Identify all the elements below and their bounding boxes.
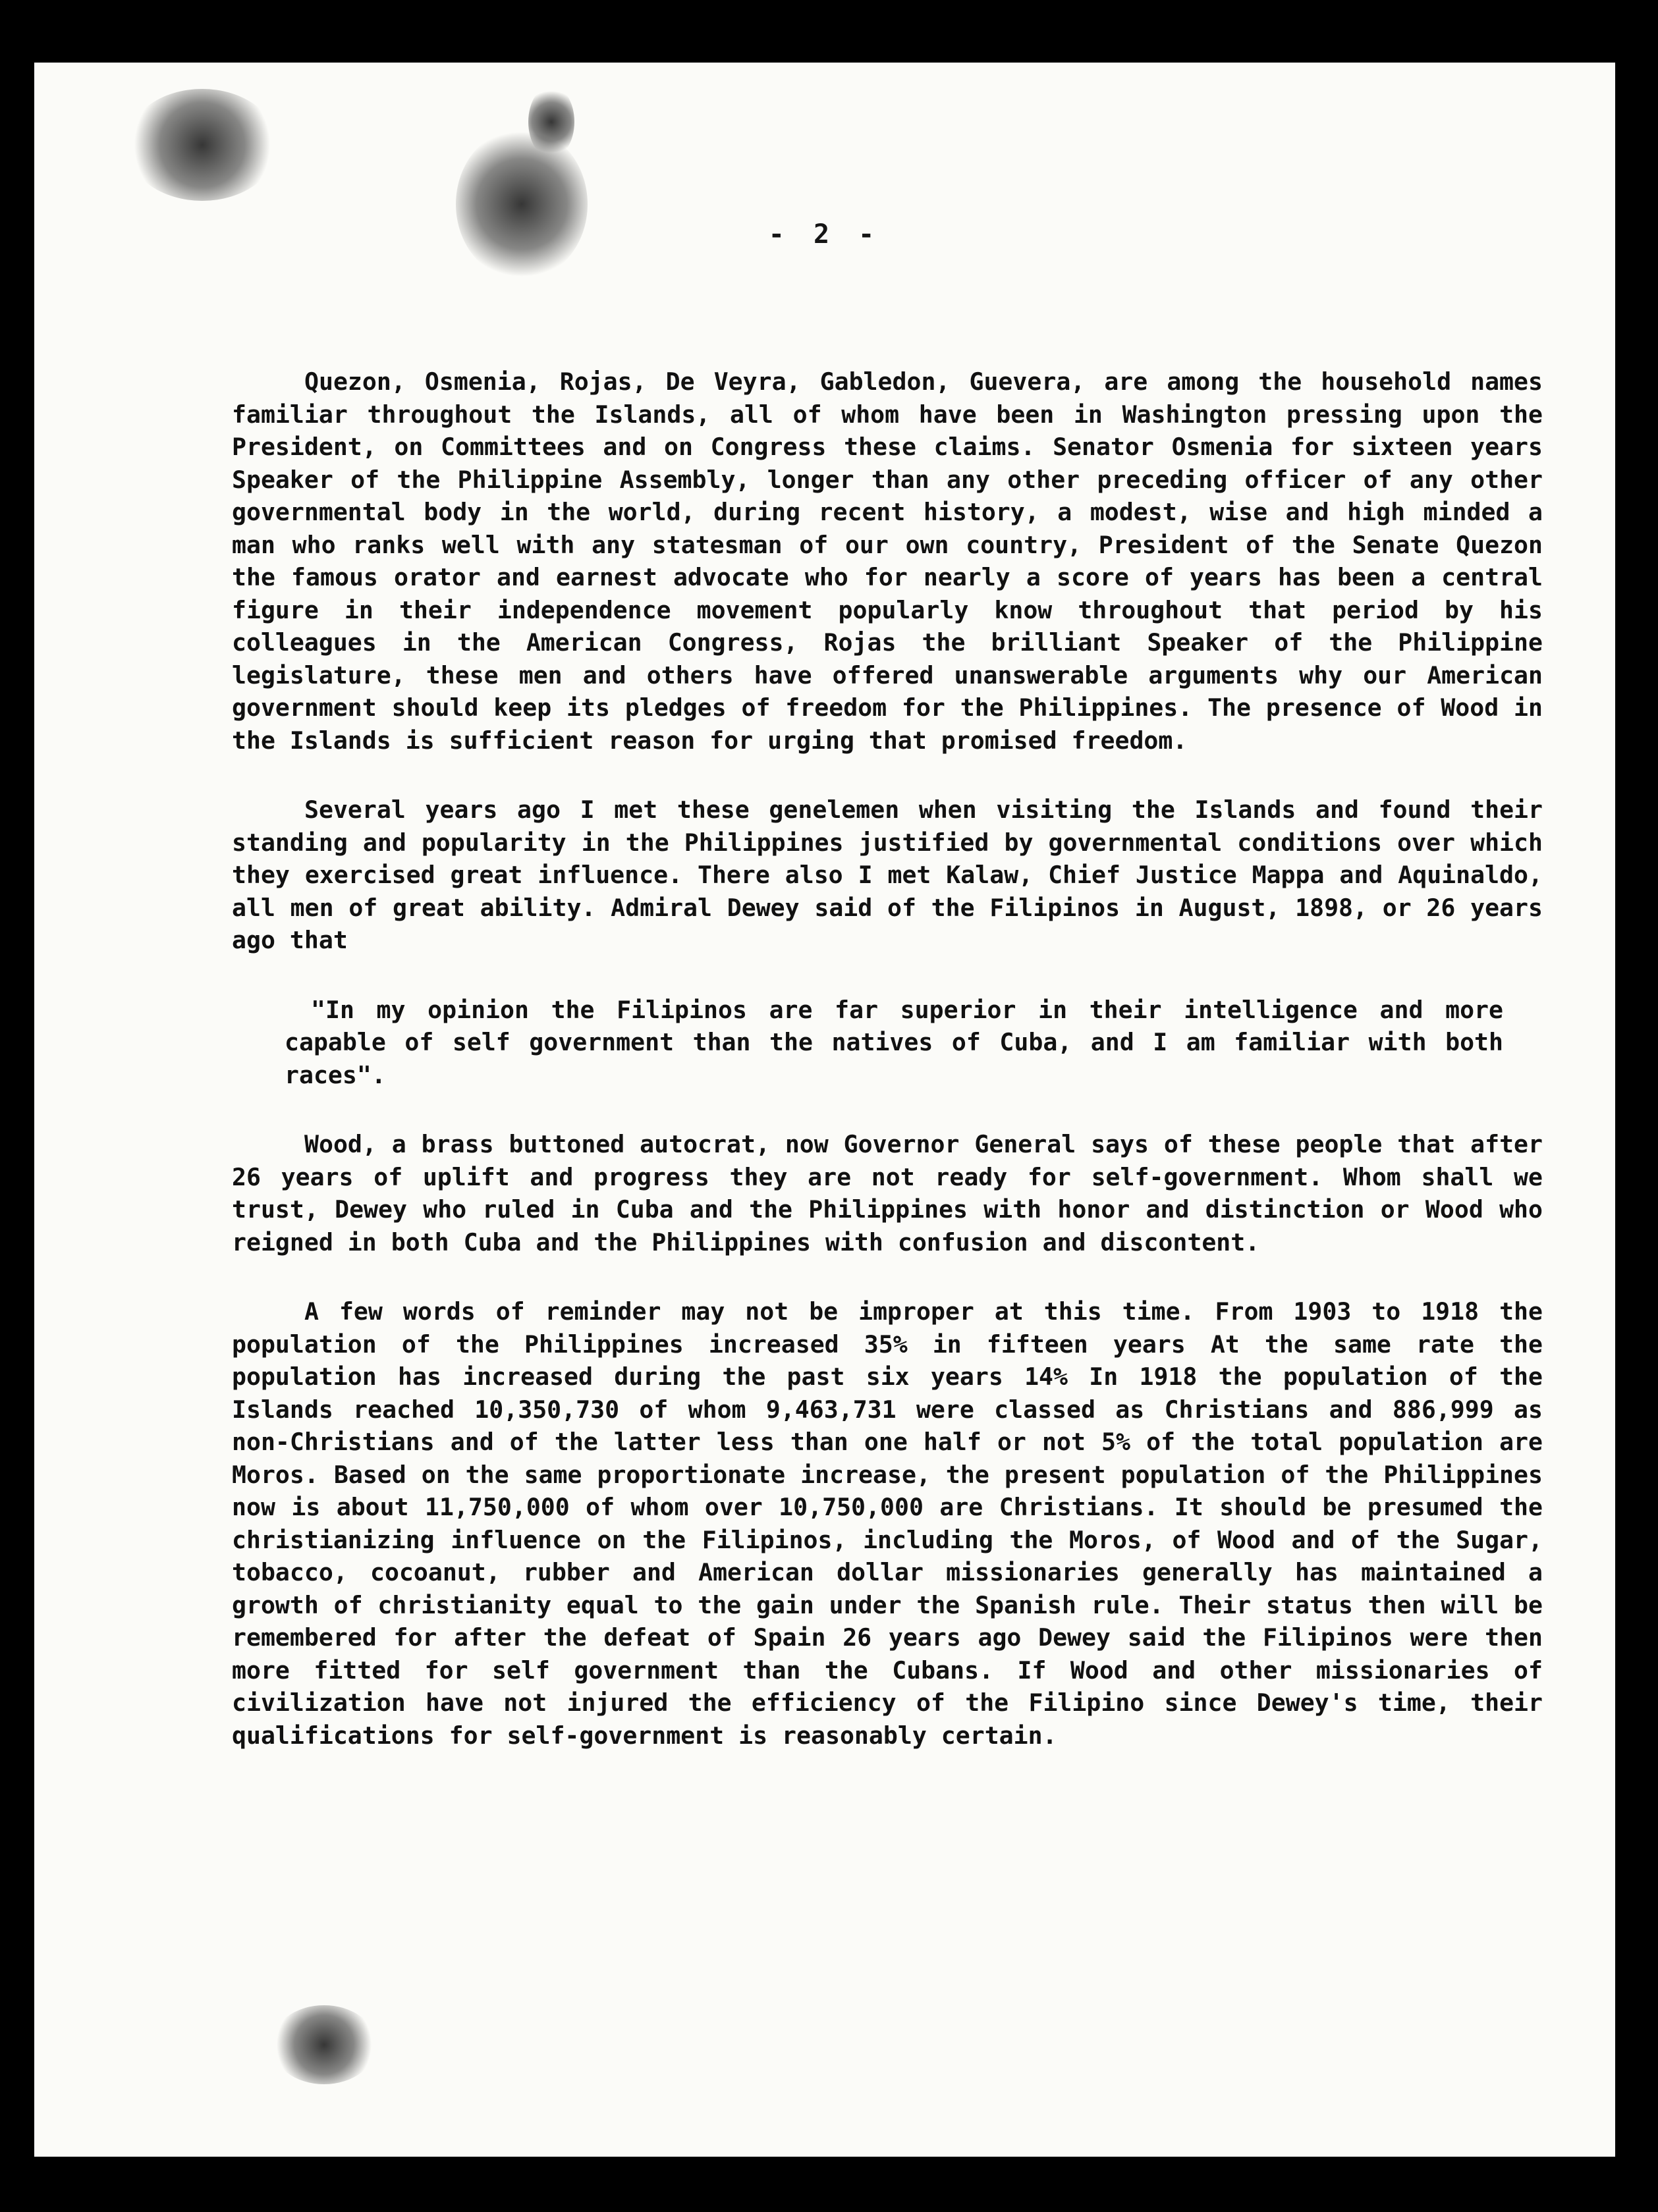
quotation: "In my opinion the Filipinos are far superior in their intelligence and more capable of self government than the natives of Cuba, and I am familiar with both races". xyxy=(285,995,1503,1089)
ink-smudge xyxy=(271,2005,377,2084)
ink-smudge xyxy=(126,89,278,201)
ink-smudge xyxy=(528,86,574,158)
document-page xyxy=(34,63,1615,2157)
paragraph: Wood, a brass buttoned autocrat, now Governor General says of these people that after 26 years of uplift and progress they are not ready for self-government. Whom shall we trust, Dewey who ruled in Cuba and the Philippines with honor and distinction or Wood who reigned in both Cuba and the Philippines with confusion and discontent. xyxy=(232,1130,1543,1256)
ink-smudge xyxy=(456,128,588,280)
document-body xyxy=(232,365,1543,1789)
paragraph: A few words of reminder may not be improper at this time. From 1903 to 1918 the population of the Philippines increased 35% in fifteen years At the same rate the population has increased during the past six years 14% In 1918 the population of the Islands reached 10,350,730 of whom 9,463,731 were classed as Christians and 886,999 as non-Christians and of the latter less than one half or not 5% of the total population are Moros. Based on the same proportionate increase, the present population of the Philippines now is about 11,750,000 of whom over 10,750,000 are Christians. It should be presumed the christianizing influence on the Filipinos, including the Moros, of Wood and of the Sugar, tobacco, cocoanut, rubber and American dollar missionaries generally has maintained a growth of christianity equal to the gain under the Spanish rule. Their status then will be remembered for after the defeat of Spain 26 years ago Dewey said the Filipinos were then more fitted for self government than the Cubans. If Wood and other missionaries of civilization have not injured the efficiency of the Filipino since Dewey's time, their qualifications for self-government is reasonably certain. xyxy=(232,1297,1543,1750)
page-number: - 2 - xyxy=(768,219,881,250)
paragraph: Quezon, Osmenia, Rojas, De Veyra, Gabledon, Guevera, are among the household names familiar throughout the Islands, all of whom have been in Washington pressing upon the President, on Committees and on Congress these claims. Senator Osmenia for sixteen years Speaker of the Philippine Assembly, longer than any other preceding officer of any other governmental body in the world, during recent history, a modest, wise and high minded a man who ranks well with any statesman of our own country, President of the Senate Quezon the famous orator and earnest advocate who for nearly a score of years has been a central figure in their independence movement popularly know throughout that period by his colleagues in the American Congress, Rojas the brilliant Speaker of the Philippine legislature, these men and others have offered unanswerable arguments why our American government should keep its pledges of freedom for the Philippines. The presence of Wood in the Islands is sufficient reason for urging that promised freedom. xyxy=(232,367,1543,755)
paragraph: Several years ago I met these genelemen when visiting the Islands and found their standing and popularity in the Philippines justified by governmental conditions over which they exercised great influence. There also I met Kalaw, Chief Justice Mappa and Aquinaldo, all men of great ability. Admiral Dewey said of the Filipinos in August, 1898, or 26 years ago that xyxy=(232,796,1543,954)
